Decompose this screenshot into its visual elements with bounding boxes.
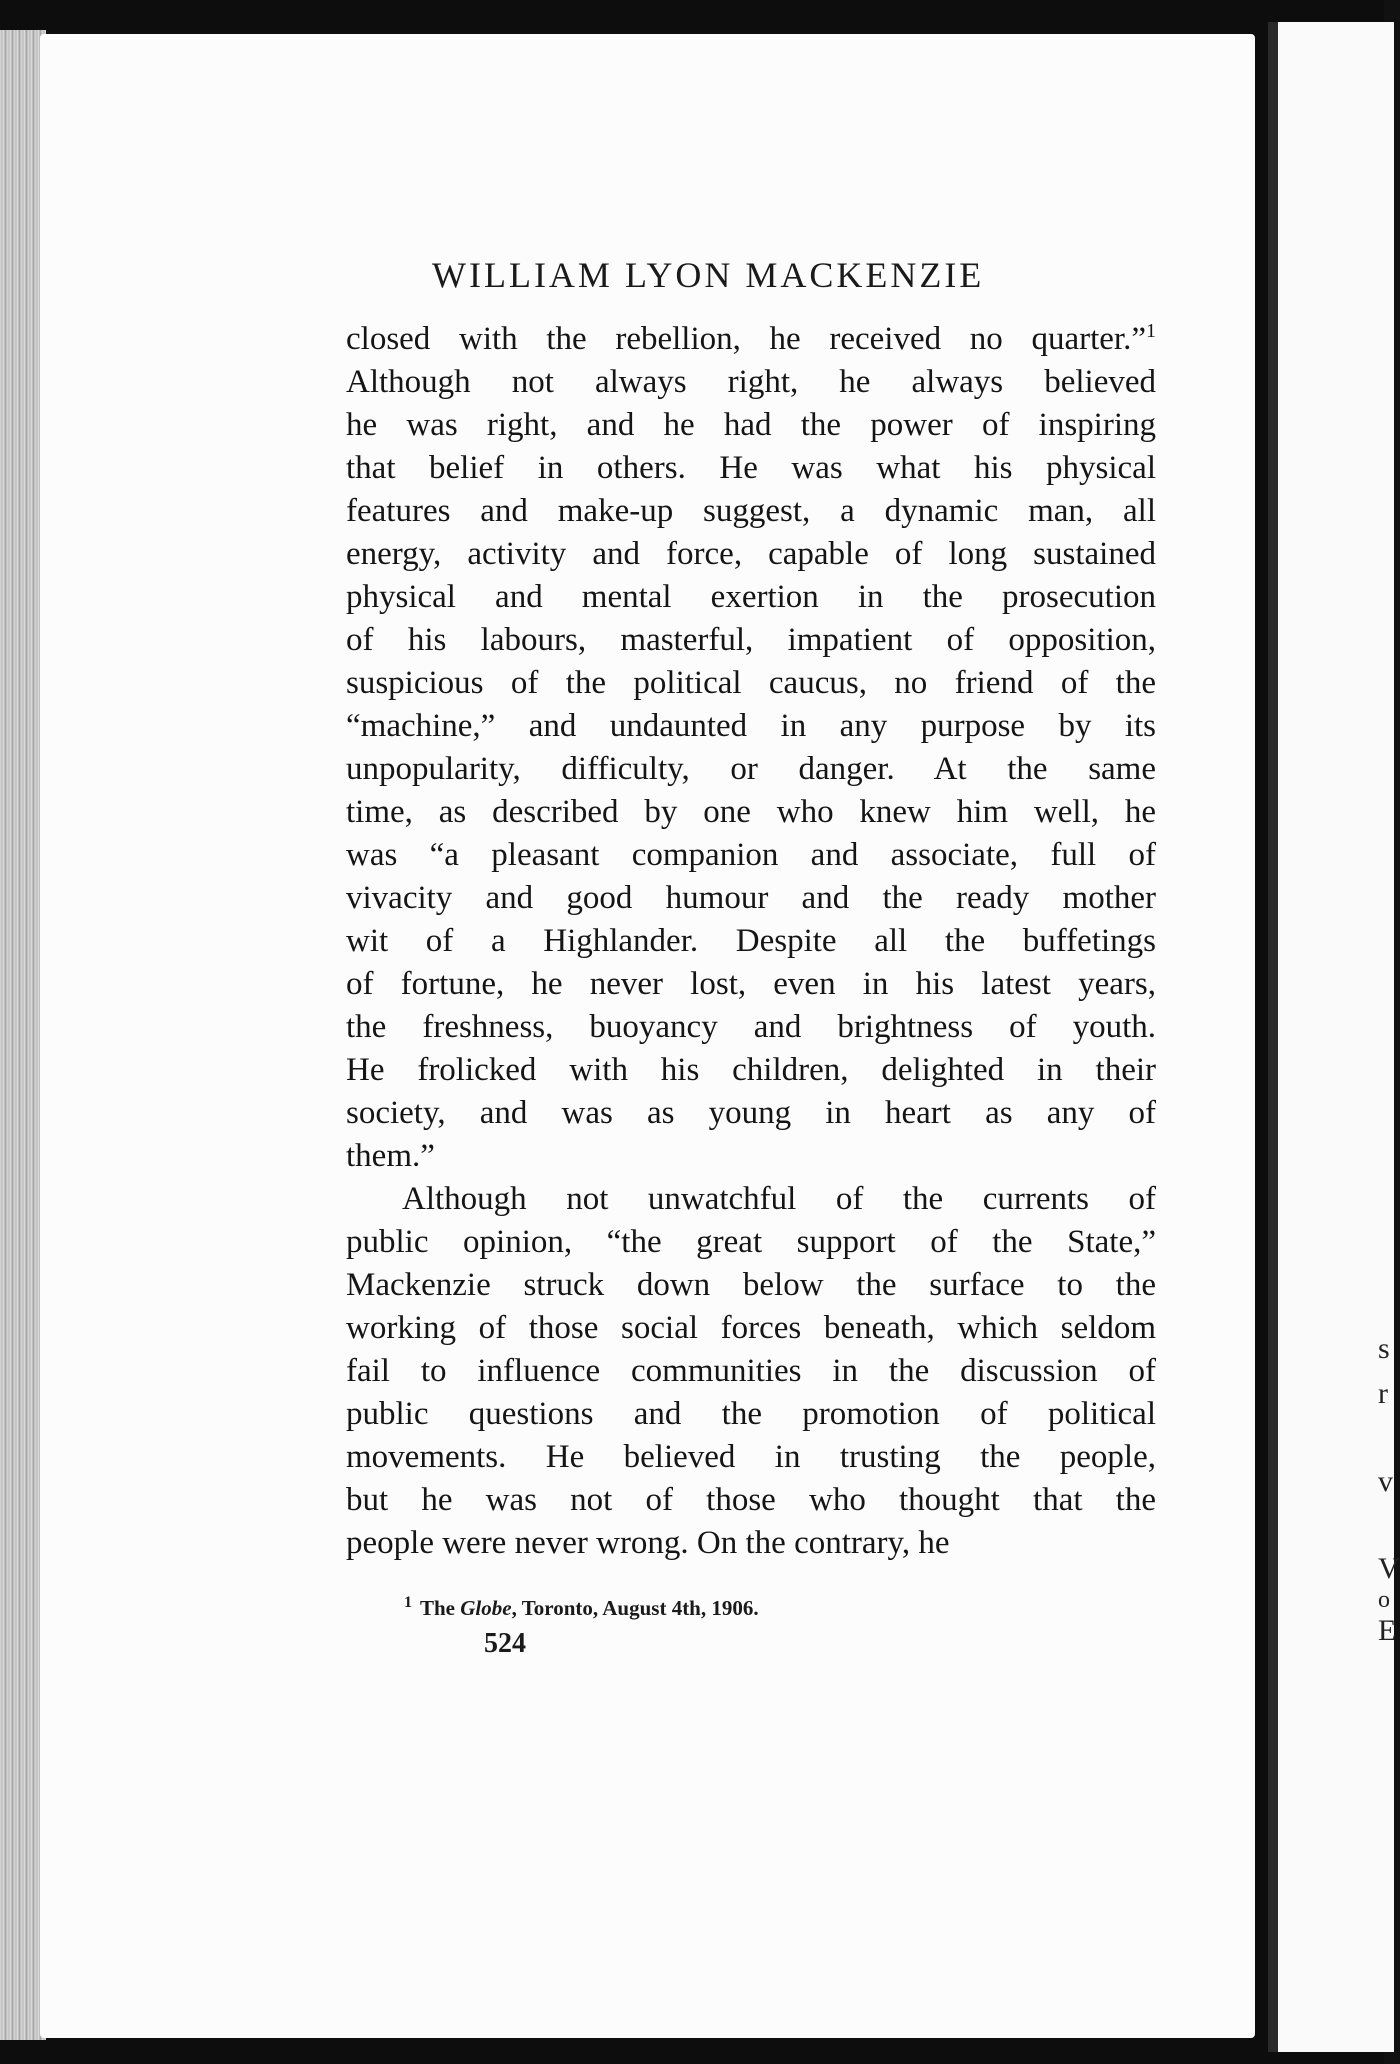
text-line: but he was not of those who thought that the: [346, 1482, 1156, 1518]
text-line: the freshness, buoyancy and brightness of youth.: [346, 1009, 1156, 1045]
facing-page-fragment: r: [1378, 1377, 1388, 1410]
footnote-rest: , Toronto, August 4th, 1906.: [511, 1596, 759, 1620]
text-line: time, as described by one who knew him well, he: [346, 794, 1156, 830]
text-line: movements. He believed in trusting the people,: [346, 1439, 1156, 1475]
facing-page-fragment: E: [1378, 1614, 1397, 1647]
text-line: closed with the rebellion, he received no quarter.”$^1$: [346, 320, 1156, 357]
text-line: unpopularity, difficulty, or danger. At the same: [346, 751, 1156, 787]
text-line: of his labours, masterful, impatient of opposition,: [346, 622, 1156, 658]
footnote: [404, 1596, 759, 1621]
footnote-italic: Globe: [460, 1596, 512, 1620]
text-line: public questions and the promotion of political: [346, 1396, 1156, 1432]
text-line: fail to influence communities in the discussion of: [346, 1353, 1156, 1389]
facing-page-fragment: v: [1378, 1465, 1393, 1498]
text-line: people were never wrong. On the contrary, he: [346, 1525, 950, 1561]
body-text: [346, 318, 1156, 1565]
text-line: Mackenzie struck down below the surface to the: [346, 1267, 1156, 1303]
footnote-reference: 1: [1146, 320, 1156, 342]
facing-page-fragment: o: [1378, 1587, 1390, 1613]
text-line: Although not always right, he always believed: [346, 364, 1156, 400]
text-line: of fortune, he never lost, even in his latest years,: [346, 966, 1156, 1002]
text-line: public opinion, “the great support of the State,”: [346, 1224, 1156, 1260]
footnote-number: 1: [404, 1594, 412, 1611]
facing-page-fragment: V: [1378, 1552, 1400, 1585]
text-line: vivacity and good humour and the ready mother: [346, 880, 1156, 916]
facing-page-edge: [1268, 22, 1400, 2052]
text-line: society, and was as young in heart as any of: [346, 1095, 1156, 1131]
running-head: WILLIAM LYON MACKENZIE: [432, 255, 985, 295]
text-line: physical and mental exertion in the prosecution: [346, 579, 1156, 615]
text-line: He frolicked with his children, delighted in their: [346, 1052, 1156, 1088]
footnote-prefix: The: [420, 1596, 461, 1620]
facing-page-fragment: s: [1378, 1332, 1390, 1365]
text-line: was “a pleasant companion and associate, full of: [346, 837, 1156, 873]
text-line: he was right, and he had the power of inspiring: [346, 407, 1156, 443]
text-line: suspicious of the political caucus, no friend of the: [346, 665, 1156, 701]
text-line: features and make-up suggest, a dynamic man, all: [346, 493, 1156, 529]
text-line: them.”: [346, 1138, 435, 1174]
page-number: 524: [484, 1628, 526, 1659]
text-line: wit of a Highlander. Despite all the buffetings: [346, 923, 1156, 959]
text-line: Although not unwatchful of the currents of: [402, 1181, 1156, 1217]
text-line: that belief in others. He was what his physical: [346, 450, 1156, 486]
text-line: “machine,” and undaunted in any purpose by its: [346, 708, 1156, 744]
text-line: working of those social forces beneath, which seldom: [346, 1310, 1156, 1346]
text-line: energy, activity and force, capable of long sustained: [346, 536, 1156, 572]
